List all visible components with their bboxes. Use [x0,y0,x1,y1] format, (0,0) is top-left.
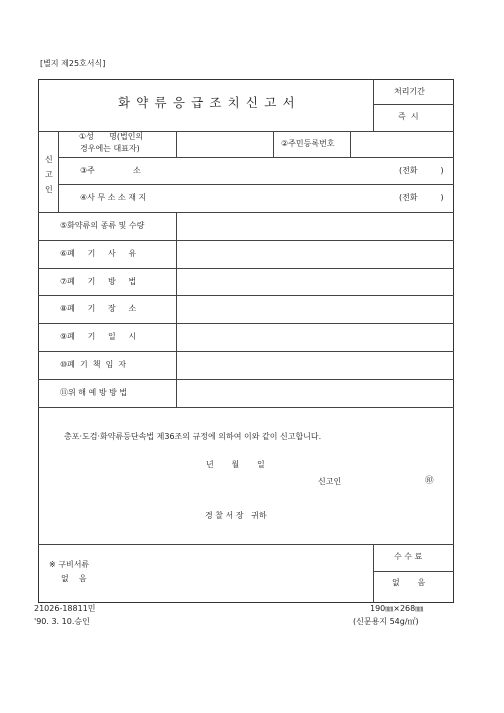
resident-number-label: ②주민등록번호 [281,139,335,148]
address-phone: (전화 ) [399,166,444,175]
approval-date: '90. 3. 10.승인 [34,617,90,626]
row-label-disposal-method: ⑦폐 기 방 법 [60,277,137,286]
divider [38,323,454,324]
divider [58,157,454,158]
row-label-hazard-prevention: ⑪위 해 예 방 방 법 [60,388,128,397]
divider [373,571,454,572]
declaration-text: 총포·도검·화약류등단속법 제36조의 규정에 의하여 이와 같이 신고합니다. [64,432,322,441]
paper-spec: (신문용지 54g/㎡) [353,617,419,626]
divider [38,268,454,269]
row-label-disposal-reason: ⑥폐 기 사 유 [60,249,137,258]
form-title: 화약류응급조치신고서 [118,95,301,110]
address-label: ③주 소 [80,166,141,175]
paper-size: 190㎜×268㎜ [370,604,424,613]
row-label-explosive-type: ⑤화약류의 종류 및 수량 [60,221,145,230]
office-address-label: ④사 무 소 소 재 지 [80,193,147,202]
form-code: 21026-18811민 [34,604,96,613]
fee-label: 수 수 료 [394,552,423,561]
processing-period-label: 처리기간 [394,87,425,96]
divider [38,379,454,380]
divider [38,295,454,296]
required-documents-label: ※ 구비서류 [49,560,90,569]
form-number: [별지 제25호서식] [40,59,106,68]
divider [58,131,59,212]
processing-period-value: 즉 시 [398,112,419,121]
row-label-disposal-place: ⑧폐 기 장 소 [60,304,137,313]
divider [38,212,454,213]
name-label-note: 경우에는 대표자) [80,144,140,153]
required-documents-value: 없 음 [61,574,87,583]
name-label: ①성 명(법인의 [79,132,144,141]
divider [373,79,374,131]
divider [273,131,274,157]
row-label-responsible-person: ⑩폐 기 책 임 자 [60,360,127,369]
fee-value: 없 음 [392,578,426,587]
date-line: 년 월 일 [206,460,265,469]
divider [373,104,454,105]
row-label-disposal-datetime: ⑨폐 기 일 시 [60,332,137,341]
divider [176,212,177,407]
divider [38,544,454,545]
office-phone: (전화 ) [399,193,444,202]
signer-label: 신고인 [318,477,342,486]
divider [38,407,454,408]
divider [350,131,351,157]
addressee: 경 찰 서 장 귀하 [205,511,267,520]
applicant-group-label: 신고인 [45,155,53,194]
divider [38,240,454,241]
divider [38,351,454,352]
divider [58,184,454,185]
seal-mark: ㊞ [425,476,434,486]
divider [373,544,374,603]
divider [176,131,177,157]
